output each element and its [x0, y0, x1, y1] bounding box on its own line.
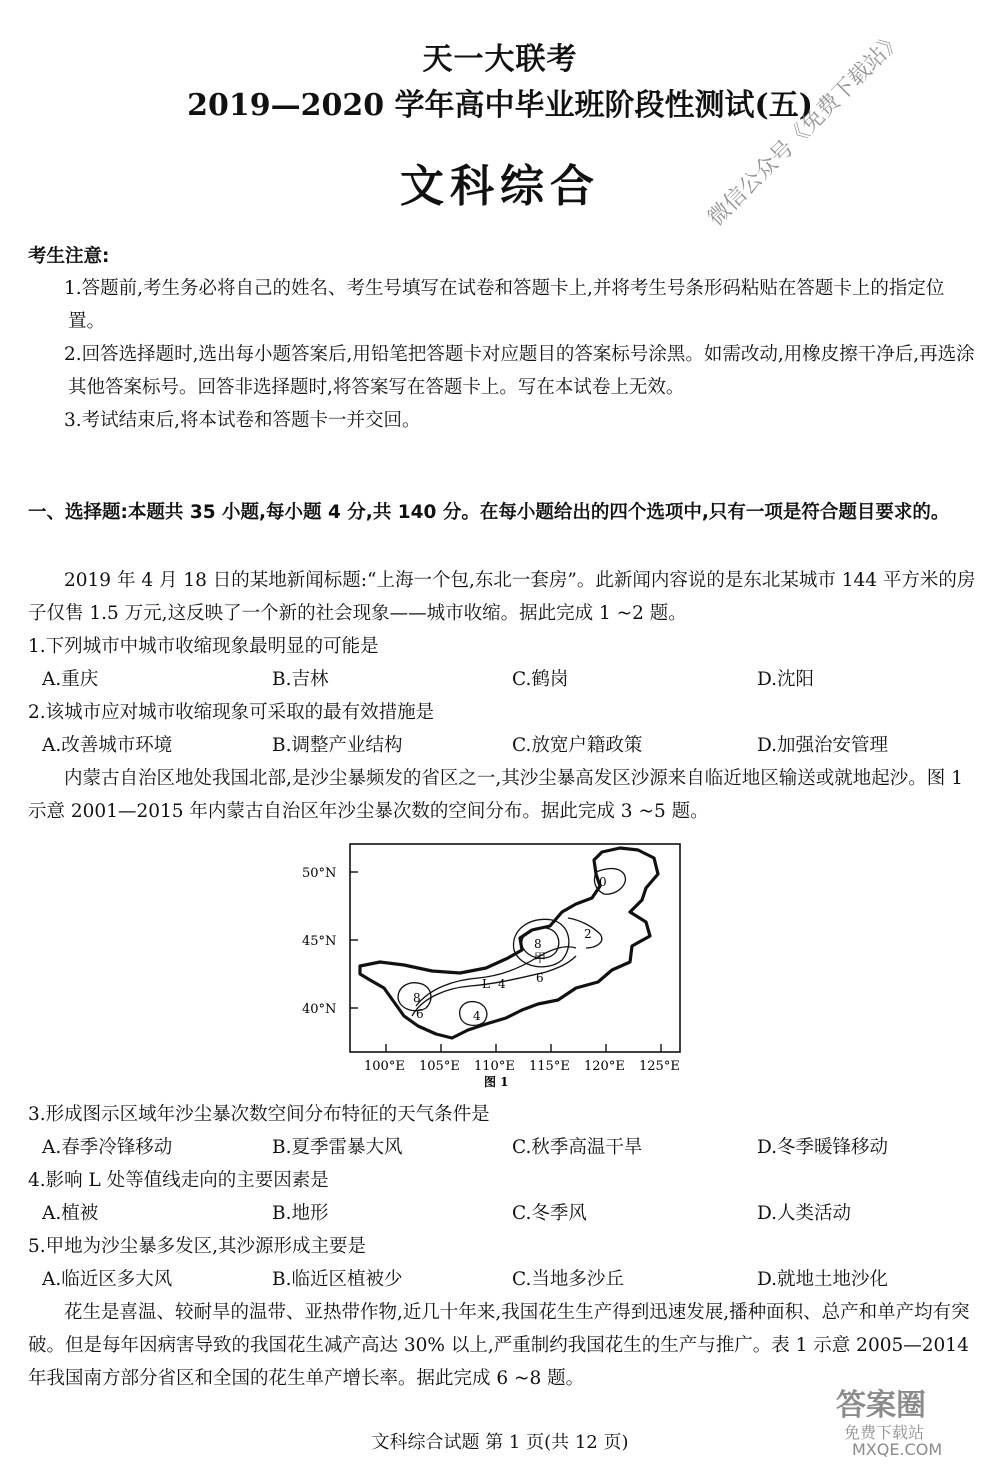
- notice-heading: 考生注意:: [28, 246, 110, 267]
- option-b: B.调整产业结构: [272, 735, 403, 756]
- exam-session-title: 2019—2020 学年高中毕业班阶段性测试(五): [187, 88, 813, 123]
- region-outline: [360, 848, 658, 1038]
- option-row: [28, 1131, 978, 1164]
- contour-label: 4: [473, 1009, 481, 1023]
- option-a: A.春季冷锋移动: [42, 1137, 173, 1158]
- contour-label: 2: [584, 927, 592, 941]
- section-heading: 一、选择题:本题共 35 小题,每小题 4 分,共 140 分。在每小题给出的四个选项中,只有一项是符合题目要求的。: [28, 502, 950, 523]
- option-d: D.就地土地沙化: [757, 1269, 889, 1290]
- figure-caption: 图 1: [484, 1075, 509, 1088]
- question-stem: 5.甲地为沙尘暴多发区,其沙源形成主要是: [28, 1236, 367, 1257]
- option-c: C.鹤岗: [512, 669, 569, 690]
- lat-label: 45°N: [302, 934, 337, 949]
- option-d: D.加强治安管理: [757, 735, 889, 756]
- contour-label: 6: [416, 1007, 424, 1021]
- stamp-bottom-text: MXQE.COM: [852, 1440, 943, 1459]
- option-c: C.冬季风: [512, 1203, 587, 1224]
- option-c: C.放宽户籍政策: [512, 735, 643, 756]
- question-stem: 3.形成图示区域年沙尘暴次数空间分布特征的天气条件是: [28, 1104, 490, 1125]
- diagonal-watermark: 微信公众号《免费下载站》: [703, 26, 908, 232]
- page-footer: 文科综合试题 第 1 页(共 12 页): [371, 1432, 629, 1453]
- stamp-mid-text: 免费下载站: [844, 1423, 925, 1442]
- lon-label: 120°E: [584, 1059, 625, 1074]
- option-c: C.秋季高温干旱: [512, 1137, 643, 1158]
- option-c: C.当地多沙丘: [512, 1269, 624, 1290]
- option-d: D.冬季暖锋移动: [757, 1137, 889, 1158]
- lon-label: 115°E: [529, 1059, 570, 1074]
- notice-item: 2.回答选择题时,选出每小题答案后,用铅笔把答题卡对应题目的答案标号涂黑。如需改动,用橡皮擦干净后,再选涂其他答案标号。回答非选择题时,将答案写在答题卡上。写在本试卷上无效。: [64, 344, 975, 398]
- option-d: D.沈阳: [757, 669, 815, 690]
- lon-label: 100°E: [364, 1059, 405, 1074]
- passage-paragraph: 内蒙古自治区地处我国北部,是沙尘暴频发的省区之一,其沙尘暴高发区沙源来自临近地区输送或就地起沙。图 1 示意 2001—2015 年内蒙古自治区年沙尘暴次数的空间分布。据此完成 3 ~5 题。: [28, 768, 963, 822]
- figure-1-map: [300, 838, 690, 1088]
- lat-label: 40°N: [302, 1002, 337, 1017]
- question-stem: 1.下列城市中城市收缩现象最明显的可能是: [28, 636, 379, 657]
- contour-label: 8: [534, 937, 542, 951]
- notice-list: [28, 272, 978, 437]
- section-header: [28, 496, 978, 529]
- option-row: [28, 729, 978, 762]
- contour-label: 0: [599, 875, 607, 889]
- option-a: A.植被: [42, 1203, 99, 1224]
- option-b: B.吉林: [272, 669, 329, 690]
- question-stem: 2.该城市应对城市收缩现象可采取的最有效措施是: [28, 702, 435, 723]
- option-a: A.临近区多大风: [42, 1269, 173, 1290]
- option-a: A.改善城市环境: [42, 735, 173, 756]
- option-d: D.人类活动: [757, 1203, 852, 1224]
- contour-label: L: [482, 977, 490, 991]
- option-b: B.临近区植被少: [272, 1269, 403, 1290]
- questions-block-1: [28, 564, 978, 828]
- lon-label: 110°E: [474, 1059, 515, 1074]
- contour-label: 6: [536, 971, 544, 985]
- question-stem: 4.影响 L 处等值线走向的主要因素是: [28, 1170, 329, 1191]
- passage-paragraph: 花生是喜温、较耐旱的温带、亚热带作物,近几十年来,我国花生生产得到迅速发展,播种面积、总产和单产均有突破。但是每年因病害导致的我国花生减产高达 30% 以上,严重制约我国花生的生产与推广。表 1 示意 2005—2014 年我国南方部分省区和全国的花生单产增长率。据此完成 6 ~8 题。: [28, 1302, 970, 1389]
- option-a: A.重庆: [42, 669, 99, 690]
- option-b: B.夏季雷暴大风: [272, 1137, 403, 1158]
- option-row: [28, 1263, 978, 1296]
- notice-item: 3.考试结束后,将本试卷和答题卡一并交回。: [64, 410, 421, 431]
- exam-alliance-name: 天一大联考: [422, 42, 578, 77]
- subject-title: 文科综合: [400, 161, 600, 212]
- lon-label: 105°E: [419, 1059, 460, 1074]
- corner-watermark-stamp: [800, 1380, 990, 1465]
- lat-label: 50°N: [302, 866, 337, 881]
- stamp-top-text: 答案圈: [836, 1388, 926, 1423]
- contour-label: 甲: [534, 951, 547, 965]
- contour-map-svg: [300, 838, 690, 1088]
- contour-label: 8: [413, 991, 421, 1005]
- lon-label: 125°E: [639, 1059, 680, 1074]
- contour-label: 4: [498, 977, 506, 991]
- option-row: [28, 1197, 978, 1230]
- passage-paragraph: 2019 年 4 月 18 日的某地新闻标题:“上海一个包,东北一套房”。此新闻内容说的是东北某城市 144 平方米的房子仅售 1.5 万元,这反映了一个新的社会现象——城市收缩。据此完成 1 ~2 题。: [28, 570, 976, 624]
- questions-block-2: [28, 1098, 978, 1395]
- option-b: B.地形: [272, 1203, 329, 1224]
- option-row: [28, 663, 978, 696]
- notice-item: 1.答题前,考生务必将自己的姓名、考生号填写在试卷和答题卡上,并将考生号条形码粘贴在答题卡上的指定位置。: [64, 278, 945, 332]
